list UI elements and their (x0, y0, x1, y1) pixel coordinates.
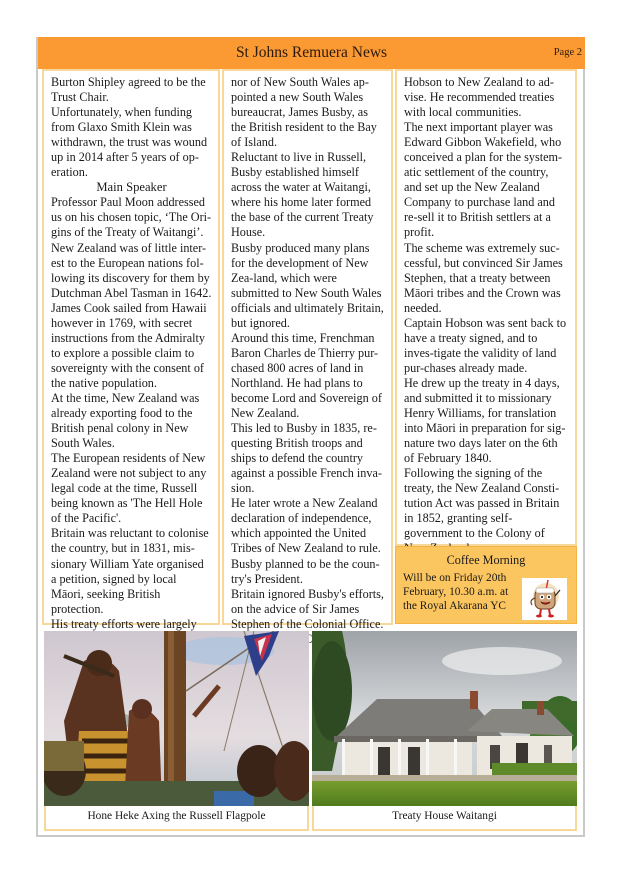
coffee-morning-title: Coffee Morning (446, 553, 526, 567)
coffee-morning-box (395, 546, 577, 624)
paragraph: Captain Hobson was sent back to have a treaty signed, and to inves-tigate the validity of land pur-chases already made. (404, 315, 567, 375)
coffee-cup-mascot-icon (522, 578, 567, 620)
photo-caption: Hone Heke Axing the Russell Flagpole (44, 806, 309, 831)
newsletter-title: St Johns Remuera News (235, 44, 388, 61)
paragraph: James Cook sailed from Hawaii however in 1769, with secret instructions from the Admiralty to explore a possible claim to sovereignty with the consent of the native population. (51, 300, 207, 390)
paragraph: At the time, New Zealand was already exporting food to the British penal colony in New South Wales. (51, 390, 200, 451)
paragraph: Busby produced many plans for the development of New Zea-land, which were submitted to New South Wales officials and ultimately Britain, but ignored. (231, 240, 384, 330)
coffee-morning-details: Will be on Friday 20th February, 10.30 a.m. at the Royal Akarana YC (403, 572, 509, 613)
paragraph: Britain ignored Busby's efforts, on the advice of Sir James Stephen of the Colonial Office. (231, 586, 384, 631)
painting-hone-heke-flagpole (44, 631, 309, 807)
photo-treaty-house (312, 631, 577, 807)
paragraph: This led to Busby in 1835, re-questing British troops and ships to defend the country against a possible French inva-sion. (231, 421, 382, 496)
article-column-3 (395, 69, 577, 546)
paragraph: The next important player was Edward Gibbon Wakefield, who conceived a plan for the system-atic settlement of the country, and set up the New Zealand Company to purchase land and re-sell it to British settlers at a profit. (404, 120, 563, 240)
page-number: Page 2 (553, 47, 582, 58)
paragraph: The European residents of New Zealand were not subject to any legal code at the time, Russell being known as 'The Hell Hole of the Pacific'. (51, 451, 207, 526)
paragraph: nor of New South Wales ap-pointed a new South Wales bureaucrat, James Busby, as the British resident to the Bay of Island. (231, 75, 377, 150)
newsletter-header (38, 37, 585, 69)
article-column-2 (222, 69, 393, 631)
paragraph: His treaty efforts were largely (51, 616, 197, 631)
paragraph: Burton Shipley agreed to be the Trust Chair. (51, 75, 206, 105)
paragraph: The scheme was extremely suc-cessful, but convinced Sir James Stephen, that a treaty between Māori tribes and the Crown was needed. (404, 240, 563, 315)
photo-caption: Treaty House Waitangi (312, 806, 577, 831)
paragraph: Following the signing of the treaty, the New Zealand Consti-tution Act was passed in Britain in 1852, granting self-government to the Colony of (404, 466, 560, 541)
paragraph: He drew up the treaty in 4 days, and submitted it to missionary Henry Williams, for translation into Māori in preparation for sig-nature two days later on the 6th of February 1840. (404, 375, 566, 466)
paragraph: Around this time, Frenchman Baron Charles de Thierry pur-chased 800 acres of land in Northland. He had plans to become Lord and Sovereign of New Zealand. (231, 330, 382, 421)
paragraph: New Zealand was of little inter-est to the European nations fol-lowing its discovery for them by Dutchman Abel Tasman in 1642. (51, 240, 212, 300)
article-column-1 (42, 69, 220, 631)
paragraph: Unfortunately, when funding from Glaxo Smith Klein was withdrawn, the trust was wound up in 2014 after 5 years of op-eration. (51, 105, 208, 180)
paragraph: Britain was reluctant to colonise the country, but in 1831, mis-sionary William Yate organised a petition, signed by local Māori, seeking British protection. (51, 526, 209, 616)
paragraph: He later wrote a New Zealand declaration of independence, which appointed the United Tribes of New Zealand to rule. Busby planned to be the coun-try's President. (231, 496, 381, 586)
section-subheading: Main Speaker (96, 180, 167, 195)
paragraph: Reluctant to live in Russell, Busby established himself across the water at Waitangi, where his home later formed the base of the current Treaty House. (231, 150, 374, 240)
paragraph: Professor Paul Moon addressed us on his chosen topic, ‘The Ori-gins of the Treaty of Waitangi’. (51, 195, 212, 240)
paragraph: Hobson to New Zealand to ad-vise. He recommended treaties with local communities. (404, 75, 555, 120)
